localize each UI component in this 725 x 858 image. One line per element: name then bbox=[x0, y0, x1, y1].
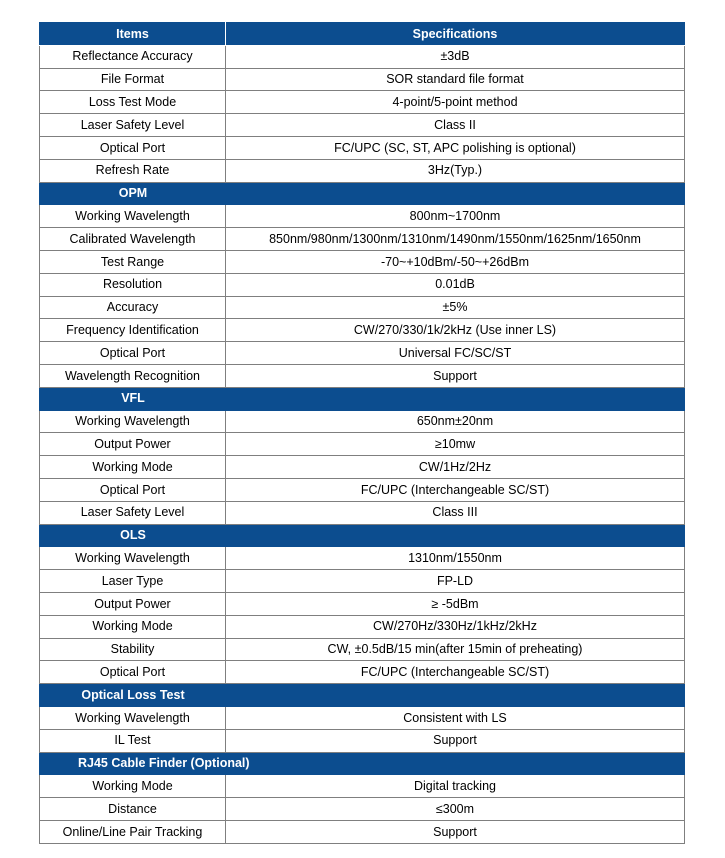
row-spec: CW, ±0.5dB/15 min(after 15min of preheating) bbox=[226, 638, 685, 661]
table-row bbox=[40, 661, 685, 684]
row-item: Resolution bbox=[40, 273, 226, 296]
row-spec: ±5% bbox=[226, 296, 685, 319]
row-spec: CW/270Hz/330Hz/1kHz/2kHz bbox=[226, 615, 685, 638]
row-spec: 4-point/5-point method bbox=[226, 91, 685, 114]
row-spec: -70~+10dBm/-50~+26dBm bbox=[226, 250, 685, 273]
row-spec: SOR standard file format bbox=[226, 68, 685, 91]
row-spec: ≥ -5dBm bbox=[226, 592, 685, 615]
row-item: Working Wavelength bbox=[40, 706, 226, 729]
table-row bbox=[40, 410, 685, 433]
section-title: VFL bbox=[121, 391, 145, 406]
row-item: Optical Port bbox=[40, 136, 226, 159]
table-row bbox=[40, 615, 685, 638]
row-spec: 3Hz(Typ.) bbox=[226, 159, 685, 182]
row-spec: FC/UPC (SC, ST, APC polishing is optional) bbox=[226, 136, 685, 159]
table-row bbox=[40, 798, 685, 821]
row-spec: 800nm~1700nm bbox=[226, 205, 685, 228]
table-row bbox=[40, 273, 685, 296]
row-spec: Universal FC/SC/ST bbox=[226, 342, 685, 365]
row-spec: CW/270/330/1k/2kHz (Use inner LS) bbox=[226, 319, 685, 342]
row-spec: FP-LD bbox=[226, 570, 685, 593]
row-item: Optical Port bbox=[40, 342, 226, 365]
section-header-vfl bbox=[40, 387, 685, 410]
table-row bbox=[40, 68, 685, 91]
table-row bbox=[40, 114, 685, 137]
section-title: OPM bbox=[118, 186, 148, 201]
section-title: OLS bbox=[120, 528, 146, 543]
row-item: Stability bbox=[40, 638, 226, 661]
row-item: Working Mode bbox=[40, 456, 226, 479]
row-item: Distance bbox=[40, 798, 226, 821]
row-spec: ±3dB bbox=[226, 45, 685, 68]
row-item: Working Mode bbox=[40, 775, 226, 798]
row-spec: Class II bbox=[226, 114, 685, 137]
row-item: Working Wavelength bbox=[40, 205, 226, 228]
table-row bbox=[40, 136, 685, 159]
section-title: Optical Loss Test bbox=[81, 687, 185, 702]
row-item: Test Range bbox=[40, 250, 226, 273]
row-spec: Support bbox=[226, 364, 685, 387]
row-item: Wavelength Recognition bbox=[40, 364, 226, 387]
table-row bbox=[40, 45, 685, 68]
row-spec: Support bbox=[226, 729, 685, 752]
row-item: Laser Type bbox=[40, 570, 226, 593]
table-row bbox=[40, 478, 685, 501]
table-row bbox=[40, 638, 685, 661]
table-row bbox=[40, 706, 685, 729]
row-item: Laser Safety Level bbox=[40, 114, 226, 137]
section-header-rj45 bbox=[40, 752, 685, 775]
section-header-opm bbox=[40, 182, 685, 205]
table-row bbox=[40, 250, 685, 273]
section-header-olt bbox=[40, 684, 685, 707]
row-item: Frequency Identification bbox=[40, 319, 226, 342]
table-row bbox=[40, 342, 685, 365]
section-title: RJ45 Cable Finder (Optional) bbox=[78, 756, 250, 771]
row-item: Output Power bbox=[40, 433, 226, 456]
row-item: Optical Port bbox=[40, 661, 226, 684]
table-row bbox=[40, 159, 685, 182]
table-row bbox=[40, 501, 685, 524]
row-spec: ≥10mw bbox=[226, 433, 685, 456]
row-item: Output Power bbox=[40, 592, 226, 615]
specifications-table bbox=[39, 22, 685, 844]
table-row bbox=[40, 228, 685, 251]
row-item: Working Wavelength bbox=[40, 547, 226, 570]
row-item: Accuracy bbox=[40, 296, 226, 319]
row-item: File Format bbox=[40, 68, 226, 91]
row-spec: ≤300m bbox=[226, 798, 685, 821]
row-item: Online/Line Pair Tracking bbox=[40, 820, 226, 843]
table-row bbox=[40, 433, 685, 456]
row-spec: Consistent with LS bbox=[226, 706, 685, 729]
section-header-ols bbox=[40, 524, 685, 547]
row-spec: FC/UPC (Interchangeable SC/ST) bbox=[226, 478, 685, 501]
table-row bbox=[40, 775, 685, 798]
table-row bbox=[40, 319, 685, 342]
row-item: Reflectance Accuracy bbox=[40, 45, 226, 68]
header-specifications: Specifications bbox=[226, 23, 685, 46]
row-item: Optical Port bbox=[40, 478, 226, 501]
table-header bbox=[40, 23, 685, 46]
row-item: Refresh Rate bbox=[40, 159, 226, 182]
row-spec: 1310nm/1550nm bbox=[226, 547, 685, 570]
table-row bbox=[40, 570, 685, 593]
row-spec: 850nm/980nm/1300nm/1310nm/1490nm/1550nm/1625nm/1650nm bbox=[226, 228, 685, 251]
row-item: Calibrated Wavelength bbox=[40, 228, 226, 251]
row-spec: 650nm±20nm bbox=[226, 410, 685, 433]
table-row bbox=[40, 456, 685, 479]
row-spec: Support bbox=[226, 820, 685, 843]
row-item: Laser Safety Level bbox=[40, 501, 226, 524]
table-row bbox=[40, 205, 685, 228]
row-spec: 0.01dB bbox=[226, 273, 685, 296]
row-spec: FC/UPC (Interchangeable SC/ST) bbox=[226, 661, 685, 684]
table-row bbox=[40, 364, 685, 387]
row-spec: Class III bbox=[226, 501, 685, 524]
table-row bbox=[40, 592, 685, 615]
row-item: Working Wavelength bbox=[40, 410, 226, 433]
table-row bbox=[40, 296, 685, 319]
row-item: IL Test bbox=[40, 729, 226, 752]
row-spec: CW/1Hz/2Hz bbox=[226, 456, 685, 479]
row-item: Working Mode bbox=[40, 615, 226, 638]
table-row bbox=[40, 547, 685, 570]
table-row bbox=[40, 91, 685, 114]
row-item: Loss Test Mode bbox=[40, 91, 226, 114]
table-row bbox=[40, 820, 685, 843]
table-row bbox=[40, 729, 685, 752]
row-spec: Digital tracking bbox=[226, 775, 685, 798]
header-items: Items bbox=[40, 23, 226, 46]
